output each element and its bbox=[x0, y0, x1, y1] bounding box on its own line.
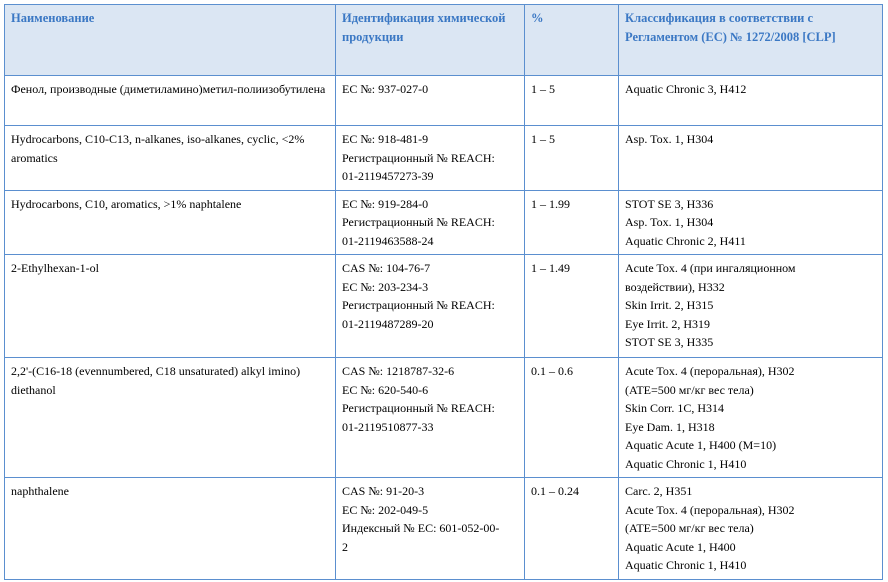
cell-identification bbox=[336, 255, 525, 358]
identification-line: 01-2119457273-39 bbox=[342, 169, 434, 183]
cell-classification bbox=[619, 190, 883, 255]
identification-line: 01-2119510877-33 bbox=[342, 419, 434, 434]
substance-name: Hydrocarbons, C10, aromatics, >1% naphtalene bbox=[11, 196, 242, 211]
substance-name: 2,2'-(C16-18 (evennumbered, C18 unsaturated) alkyl imino) diethanol bbox=[11, 364, 301, 397]
table-row bbox=[5, 358, 883, 478]
classification-line: Aquatic Chronic 2, H411 bbox=[625, 233, 746, 248]
classification-line: воздействии), H332 bbox=[625, 279, 725, 294]
classification-line: (ATE=500 мг/кг вес тела) bbox=[625, 521, 754, 535]
cell-name bbox=[5, 190, 336, 255]
cell-percent bbox=[525, 255, 619, 358]
substance-name: Фенол, производные (диметиламино)метил-полиизобутилена bbox=[11, 82, 326, 96]
header-name: Наименование bbox=[5, 5, 336, 76]
substance-name: naphthalene bbox=[11, 484, 69, 498]
percent-value: 0.1 – 0.6 bbox=[531, 364, 573, 378]
identification-line: ЕС №: 620-540-6 bbox=[342, 382, 429, 397]
cell-percent bbox=[525, 76, 619, 126]
cell-percent bbox=[525, 478, 619, 580]
classification-line: STOT SE 3, H336 bbox=[625, 196, 714, 211]
substance-name: Hydrocarbons, C10-C13, n-alkanes, iso-alkanes, cyclic, <2% aromatics bbox=[11, 132, 305, 165]
identification-line: ЕС №: 203-234-3 bbox=[342, 279, 429, 294]
cell-identification bbox=[336, 76, 525, 126]
cell-name bbox=[5, 126, 336, 191]
cell-identification bbox=[336, 190, 525, 255]
cell-percent bbox=[525, 126, 619, 191]
classification-line: Asp. Tox. 1, H304 bbox=[625, 132, 714, 146]
classification-line: Aquatic Acute 1, H400 (M=10) bbox=[625, 438, 777, 452]
identification-line: ЕС №: 919-284-0 bbox=[342, 196, 429, 211]
cell-classification bbox=[619, 255, 883, 358]
table-row bbox=[5, 190, 883, 255]
classification-line: Acute Tox. 4 (пероральная), H302 bbox=[625, 502, 795, 517]
cell-name bbox=[5, 358, 336, 478]
percent-value: 1 – 5 bbox=[531, 82, 555, 96]
identification-line: Регистрационный № REACH: bbox=[342, 298, 495, 312]
identification-line: Регистрационный № REACH: bbox=[342, 215, 495, 229]
cell-identification bbox=[336, 478, 525, 580]
header-identification: Идентификация химической продукции bbox=[336, 5, 525, 76]
cell-classification bbox=[619, 358, 883, 478]
identification-line: 2 bbox=[342, 539, 348, 554]
identification-line: 01-2119463588-24 bbox=[342, 233, 434, 248]
identification-line: CAS №: 104-76-7 bbox=[342, 261, 431, 275]
percent-value: 1 – 1.49 bbox=[531, 261, 570, 275]
cell-percent bbox=[525, 358, 619, 478]
identification-line: CAS №: 91-20-3 bbox=[342, 484, 425, 498]
identification-line: 01-2119487289-20 bbox=[342, 316, 434, 331]
header-classification: Классификация в соответствии с Регламентом (ЕС) № 1272/2008 [CLP] bbox=[619, 5, 883, 76]
cell-name bbox=[5, 255, 336, 358]
percent-value: 0.1 – 0.24 bbox=[531, 484, 579, 498]
identification-line: CAS №: 1218787-32-6 bbox=[342, 364, 455, 378]
substance-name: 2-Ethylhexan-1-ol bbox=[11, 261, 99, 275]
table-row bbox=[5, 478, 883, 580]
classification-line: Asp. Tox. 1, H304 bbox=[625, 215, 714, 229]
classification-line: Aquatic Acute 1, H400 bbox=[625, 539, 736, 554]
classification-line: Aquatic Chronic 1, H410 bbox=[625, 558, 747, 572]
classification-line: Carc. 2, H351 bbox=[625, 484, 693, 498]
identification-line: ЕС №: 918-481-9 bbox=[342, 132, 429, 146]
header-row bbox=[5, 5, 883, 76]
table-row bbox=[5, 76, 883, 126]
cell-percent bbox=[525, 190, 619, 255]
table-row bbox=[5, 126, 883, 191]
cell-identification bbox=[336, 358, 525, 478]
classification-line: Aquatic Chronic 1, H410 bbox=[625, 456, 747, 471]
percent-value: 1 – 5 bbox=[531, 132, 555, 146]
classification-line: Acute Tox. 4 (при ингаляционном bbox=[625, 261, 796, 275]
identification-line: ЕС №: 937-027-0 bbox=[342, 82, 429, 96]
classification-line: (ATE=500 мг/кг вес тела) bbox=[625, 382, 754, 397]
classification-line: Eye Dam. 1, H318 bbox=[625, 419, 715, 434]
table-row bbox=[5, 255, 883, 358]
percent-value: 1 – 1.99 bbox=[531, 196, 570, 211]
classification-line: Eye Irrit. 2, H319 bbox=[625, 316, 710, 331]
cell-classification bbox=[619, 126, 883, 191]
identification-line: ЕС №: 202-049-5 bbox=[342, 502, 429, 517]
header-percent: % bbox=[525, 5, 619, 76]
classification-line: Skin Irrit. 2, H315 bbox=[625, 298, 714, 312]
cell-identification bbox=[336, 126, 525, 191]
cell-classification bbox=[619, 478, 883, 580]
composition-table bbox=[4, 4, 883, 580]
identification-line: Регистрационный № REACH: bbox=[342, 401, 495, 415]
classification-line: Aquatic Chronic 3, H412 bbox=[625, 82, 747, 96]
cell-name bbox=[5, 76, 336, 126]
classification-line: Skin Corr. 1C, H314 bbox=[625, 401, 725, 415]
cell-classification bbox=[619, 76, 883, 126]
identification-line: Индексный № ЕС: 601-052-00- bbox=[342, 521, 500, 535]
cell-name bbox=[5, 478, 336, 580]
identification-line: Регистрационный № REACH: bbox=[342, 150, 495, 165]
classification-line: Acute Tox. 4 (пероральная), H302 bbox=[625, 364, 795, 378]
classification-line: STOT SE 3, H335 bbox=[625, 335, 714, 349]
